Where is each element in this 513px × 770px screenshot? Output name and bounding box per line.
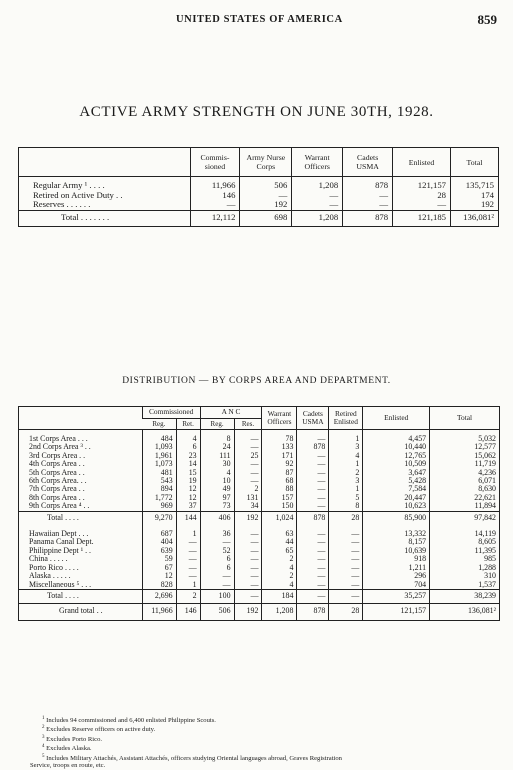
table-cell: 34	[234, 502, 262, 511]
table-cell: 1,208	[262, 604, 297, 620]
table-row	[19, 443, 500, 451]
table-cell: 100	[200, 589, 234, 603]
table-cell: 121,157	[363, 604, 430, 620]
table-cell: 878	[297, 604, 329, 620]
table-cell: 15	[176, 469, 200, 477]
table-cell: 67	[142, 564, 176, 572]
table-cell: 4,457	[363, 430, 430, 444]
table-cell: 11,395	[430, 547, 500, 555]
table-cell: 8,605	[430, 538, 500, 546]
table-cell: —	[329, 572, 363, 580]
table-cell: —	[329, 589, 363, 603]
table-cell: 406	[200, 511, 234, 525]
column-header: Total	[451, 148, 499, 177]
table-row	[19, 525, 500, 538]
table-cell: 12	[176, 494, 200, 502]
table-cell: —	[297, 525, 329, 538]
table-cell: 5,032	[430, 430, 500, 444]
footnote-number: 4	[42, 744, 45, 750]
table-cell: 68	[262, 477, 297, 485]
table-cell: 11,966	[142, 604, 176, 620]
table-cell: 1,073	[142, 460, 176, 468]
footnote	[22, 734, 502, 743]
table-cell: 4,236	[430, 469, 500, 477]
table-cell: —	[297, 485, 329, 493]
table-cell: 25	[234, 452, 262, 460]
row-label: Total . . . .	[19, 589, 143, 603]
table-cell: 14,119	[430, 525, 500, 538]
header-blank-cell	[19, 407, 143, 430]
table-row	[19, 604, 500, 620]
table-cell: —	[297, 555, 329, 563]
table-row	[19, 589, 500, 603]
table-cell: 8	[200, 430, 234, 444]
table-row	[19, 477, 500, 485]
table-cell: 3,647	[363, 469, 430, 477]
table-cell: 1	[176, 581, 200, 590]
row-label: 5th Corps Area . .	[29, 467, 85, 477]
table-cell: 192	[451, 200, 499, 210]
table-cell: 296	[363, 572, 430, 580]
row-label: Porto Rico . . . .	[29, 562, 79, 572]
footnote	[22, 715, 502, 724]
table-row	[19, 511, 500, 525]
table-cell: —	[234, 538, 262, 546]
table-cell: 4	[262, 581, 297, 590]
table-cell: 310	[430, 572, 500, 580]
table-cell: —	[329, 555, 363, 563]
table-cell: 828	[142, 581, 176, 590]
footnotes	[22, 715, 502, 770]
table-cell: 918	[363, 555, 430, 563]
table-row	[19, 485, 500, 493]
table-cell: 52	[200, 547, 234, 555]
table-header-row	[19, 407, 500, 419]
table-cell: 133	[262, 443, 297, 451]
table-cell: 4	[262, 564, 297, 572]
table-cell: —	[329, 581, 363, 590]
table-cell: —	[234, 460, 262, 468]
table-cell: 35,257	[363, 589, 430, 603]
table-cell: 12,577	[430, 443, 500, 451]
table-cell: —	[297, 430, 329, 444]
column-header: Commis-sioned	[190, 148, 240, 177]
row-label: 8th Corps Area . .	[29, 492, 85, 502]
table-cell: —	[176, 555, 200, 563]
table-cell: —	[329, 547, 363, 555]
table-row	[19, 494, 500, 502]
table-cell: 24	[200, 443, 234, 451]
table-cell: 63	[262, 525, 297, 538]
table-cell: 2	[176, 589, 200, 603]
table-cell: 11,966	[190, 177, 240, 191]
table-cell: 59	[142, 555, 176, 563]
table-cell: —	[329, 564, 363, 572]
table-cell: 3	[329, 443, 363, 451]
table-cell: —	[297, 460, 329, 468]
table-row	[19, 210, 499, 227]
table-cell: 1,208	[292, 210, 343, 227]
row-label: 9th Corps Area ⁴ . .	[29, 501, 90, 511]
column-header: Warrant Officers	[292, 148, 343, 177]
table-cell: 37	[176, 502, 200, 511]
table-cell: —	[234, 581, 262, 590]
table-cell: 15,062	[430, 452, 500, 460]
row-label: Hawaiian Dept . . .	[29, 529, 89, 539]
table-cell: 985	[430, 555, 500, 563]
table-cell: —	[234, 477, 262, 485]
table-cell: 2,696	[142, 589, 176, 603]
table-row	[19, 555, 500, 563]
table-cell: —	[176, 564, 200, 572]
table-cell: 22,621	[430, 494, 500, 502]
table-row	[19, 191, 499, 201]
table-row	[19, 200, 499, 210]
header-retired-enlisted: Retired Enlisted	[329, 407, 363, 430]
footnote-text: Excludes Porto Rico.	[46, 736, 103, 744]
table-cell: 1,211	[363, 564, 430, 572]
table-cell: —	[329, 525, 363, 538]
table-cell: 639	[142, 547, 176, 555]
table-cell: 87	[262, 469, 297, 477]
table-cell: 192	[234, 511, 262, 525]
row-label: Retired on Active Duty . .	[33, 189, 123, 200]
table-cell: 4	[176, 430, 200, 444]
table-cell: 85,900	[363, 511, 430, 525]
table-cell: —	[297, 581, 329, 590]
table-cell: 10,623	[363, 502, 430, 511]
row-label: Total . . . .	[19, 511, 143, 525]
table-cell: 146	[176, 604, 200, 620]
table-cell: 12,112	[190, 210, 240, 227]
table-cell: 23	[176, 452, 200, 460]
table-cell: 150	[262, 502, 297, 511]
table-cell: 4	[329, 452, 363, 460]
table-cell: 8,630	[430, 485, 500, 493]
table-cell: —	[292, 191, 343, 201]
table-cell: —	[234, 572, 262, 580]
table-cell: —	[176, 538, 200, 546]
table-cell: 30	[200, 460, 234, 468]
row-label: Panama Canal Dept.	[29, 537, 94, 547]
table-cell: 146	[190, 191, 240, 201]
header-commissioned-ret: Ret.	[176, 419, 200, 430]
table-cell: —	[297, 564, 329, 572]
table-cell: 174	[451, 191, 499, 201]
table-cell: 7,584	[363, 485, 430, 493]
footnote-number: 1	[42, 716, 45, 721]
table-cell: 1,772	[142, 494, 176, 502]
table-cell: 12	[176, 485, 200, 493]
table-cell: 3	[329, 477, 363, 485]
header-warrant-officers: Warrant Officers	[262, 407, 297, 430]
table-cell: 1,961	[142, 452, 176, 460]
table-row	[19, 547, 500, 555]
table-cell: —	[176, 547, 200, 555]
table-cell: 36	[200, 525, 234, 538]
table-cell: —	[234, 430, 262, 444]
table-cell: 135,715	[451, 177, 499, 191]
footnote-text: Includes 94 commissioned and 6,400 enlisted Philippine Scouts.	[46, 717, 216, 725]
table-cell: —	[393, 200, 451, 210]
table-cell: —	[329, 538, 363, 546]
table-cell: 97,842	[430, 511, 500, 525]
header-anc-res: Res.	[234, 419, 262, 430]
table-row	[19, 502, 500, 511]
table-cell: 28	[329, 604, 363, 620]
table-cell: 878	[297, 443, 329, 451]
table-cell: 78	[262, 430, 297, 444]
table-cell: 1,208	[292, 177, 343, 191]
row-label: 2nd Corps Area ³ . .	[29, 442, 91, 452]
table-cell: 6,071	[430, 477, 500, 485]
table-cell: 9,270	[142, 511, 176, 525]
table-cell: 4	[200, 469, 234, 477]
table-cell: 65	[262, 547, 297, 555]
row-label: Miscellaneous ⁵ . . .	[29, 579, 92, 589]
header-total: Total	[430, 407, 500, 430]
table-cell: 157	[262, 494, 297, 502]
table-cell: —	[343, 191, 393, 201]
header-anc-reg: Reg.	[200, 419, 234, 430]
table-cell: —	[297, 572, 329, 580]
table-cell: 97	[200, 494, 234, 502]
table-cell: 969	[142, 502, 176, 511]
footnote-text: Excludes Reserve officers on active duty.	[46, 726, 156, 734]
table-cell: 6	[200, 564, 234, 572]
table-cell: 192	[240, 200, 292, 210]
table-cell: 1	[329, 485, 363, 493]
table-cell: —	[234, 547, 262, 555]
table-cell: 192	[234, 604, 262, 620]
footnote-number: 5	[42, 753, 45, 759]
table-cell: 136,081²	[451, 210, 499, 227]
table-cell: 894	[142, 485, 176, 493]
table-row	[19, 452, 500, 460]
row-label: 7th Corps Area . .	[29, 484, 85, 494]
row-label: 3rd Corps Area . .	[29, 450, 86, 460]
row-label: 6th Corps Area. . .	[29, 476, 87, 486]
running-head-title: UNITED STATES OF AMERICA	[176, 14, 343, 25]
running-header	[0, 14, 513, 30]
table-cell: 73	[200, 502, 234, 511]
table-cell: 131	[234, 494, 262, 502]
table-cell: 171	[262, 452, 297, 460]
table-cell: 184	[262, 589, 297, 603]
table-cell: 38,239	[430, 589, 500, 603]
table-cell: —	[297, 477, 329, 485]
header-commissioned: Commissioned	[142, 407, 200, 419]
column-header: Cadets USMA	[343, 148, 393, 177]
table-cell: 11,894	[430, 502, 500, 511]
table-cell: 484	[142, 430, 176, 444]
table-cell: —	[234, 589, 262, 603]
table-cell: 5	[329, 494, 363, 502]
table-row	[19, 469, 500, 477]
footnote	[22, 724, 502, 733]
table-cell: —	[240, 191, 292, 201]
table-cell: —	[297, 538, 329, 546]
page-number: 859	[477, 12, 497, 27]
footnote	[22, 753, 502, 762]
column-header: Army Nurse Corps	[240, 148, 292, 177]
table-cell: 698	[240, 210, 292, 227]
table-cell: —	[292, 200, 343, 210]
footnote-text: Includes Military Attachés, Assistant Attachés, officers studying Oriental languages abroad, Graves Registration	[46, 755, 342, 763]
table-row	[19, 581, 500, 590]
table-cell: —	[200, 538, 234, 546]
row-label: Philippine Dept ¹ . .	[29, 545, 91, 555]
row-label: Grand total . .	[19, 604, 143, 620]
main-title: ACTIVE ARMY STRENGTH ON JUNE 30TH, 1928.	[79, 104, 434, 120]
column-header: Enlisted	[393, 148, 451, 177]
table-cell: 1,288	[430, 564, 500, 572]
header-anc: A N C	[200, 407, 262, 419]
row-label: Alaska . . . . .	[29, 571, 71, 581]
table-cell: 506	[240, 177, 292, 191]
table-row	[19, 564, 500, 572]
footnote-number: 2	[42, 725, 45, 731]
row-label: 4th Corps Area . .	[29, 459, 85, 469]
table-cell: 11,719	[430, 460, 500, 468]
table-cell: 481	[142, 469, 176, 477]
header-blank-cell	[19, 148, 191, 177]
table-cell: 121,185	[393, 210, 451, 227]
table-cell: 1	[329, 430, 363, 444]
table-cell: 543	[142, 477, 176, 485]
row-label: China . . . . .	[29, 554, 68, 564]
table-cell: 1,024	[262, 511, 297, 525]
row-label: Reserves . . . . . .	[33, 199, 91, 209]
table-cell: —	[234, 564, 262, 572]
table-cell: 1	[329, 460, 363, 468]
table-cell: 20,447	[363, 494, 430, 502]
row-label: Regular Army ¹ . . . .	[33, 180, 105, 190]
table-cell: 2	[329, 469, 363, 477]
table-cell: 5,428	[363, 477, 430, 485]
table-cell: —	[234, 525, 262, 538]
row-label: Total . . . . . . .	[19, 210, 191, 227]
table-cell: —	[297, 589, 329, 603]
table-cell: 88	[262, 485, 297, 493]
table-row	[19, 177, 499, 191]
footnote-continuation: Service, troops en route, etc.	[30, 762, 106, 770]
header-commissioned-reg: Reg.	[142, 419, 176, 430]
active-army-strength-table	[18, 147, 499, 227]
table-cell: 10,509	[363, 460, 430, 468]
table-cell: 687	[142, 525, 176, 538]
footnote-number: 3	[42, 734, 45, 740]
table-cell: 28	[329, 511, 363, 525]
table-cell: 10,440	[363, 443, 430, 451]
table-cell: 2	[262, 555, 297, 563]
table-cell: 6	[176, 443, 200, 451]
table-cell: 121,157	[393, 177, 451, 191]
table-cell: 878	[297, 511, 329, 525]
table-row	[19, 430, 500, 444]
footnote-text: Excludes Alaska.	[46, 745, 92, 753]
header-cadets-usma: Cadets USMA	[297, 407, 329, 430]
table-cell: —	[297, 547, 329, 555]
table-cell: 2	[262, 572, 297, 580]
table-cell: 10	[200, 477, 234, 485]
table-cell: —	[190, 200, 240, 210]
table-cell: 2	[234, 485, 262, 493]
table-cell: 1,537	[430, 581, 500, 590]
table-cell: 49	[200, 485, 234, 493]
table-cell: —	[234, 469, 262, 477]
footnote	[22, 743, 502, 752]
table-cell: 1,093	[142, 443, 176, 451]
table-cell: 1	[176, 525, 200, 538]
table-cell: —	[297, 502, 329, 511]
table-cell: —	[200, 581, 234, 590]
distribution-table	[18, 406, 500, 621]
table-cell: 13,332	[363, 525, 430, 538]
table-cell: —	[200, 572, 234, 580]
table-cell: —	[297, 452, 329, 460]
table-cell: 111	[200, 452, 234, 460]
table-cell: 404	[142, 538, 176, 546]
table-cell: 12	[142, 572, 176, 580]
table-cell: —	[297, 469, 329, 477]
table-cell: 28	[393, 191, 451, 201]
table-header-row	[19, 148, 499, 177]
table-cell: 92	[262, 460, 297, 468]
table-cell: —	[176, 572, 200, 580]
table-cell: 44	[262, 538, 297, 546]
table-cell: 12,765	[363, 452, 430, 460]
table-cell: —	[234, 555, 262, 563]
table-row	[19, 460, 500, 468]
distribution-title: DISTRIBUTION — BY CORPS AREA AND DEPARTMENT.	[122, 376, 391, 386]
table-cell: —	[234, 443, 262, 451]
table-cell: 14	[176, 460, 200, 468]
table-cell: 704	[363, 581, 430, 590]
table-cell: 506	[200, 604, 234, 620]
table-cell: —	[297, 494, 329, 502]
row-label: 1st Corps Area . . .	[29, 434, 88, 443]
table-cell: —	[343, 200, 393, 210]
table-cell: 8,157	[363, 538, 430, 546]
table-cell: 878	[343, 210, 393, 227]
table-cell: 878	[343, 177, 393, 191]
table-cell: 144	[176, 511, 200, 525]
table-cell: 10,639	[363, 547, 430, 555]
table-cell: 19	[176, 477, 200, 485]
table-cell: 8	[329, 502, 363, 511]
table-cell: 136,081²	[430, 604, 500, 620]
table-cell: 6	[200, 555, 234, 563]
header-enlisted: Enlisted	[363, 407, 430, 430]
